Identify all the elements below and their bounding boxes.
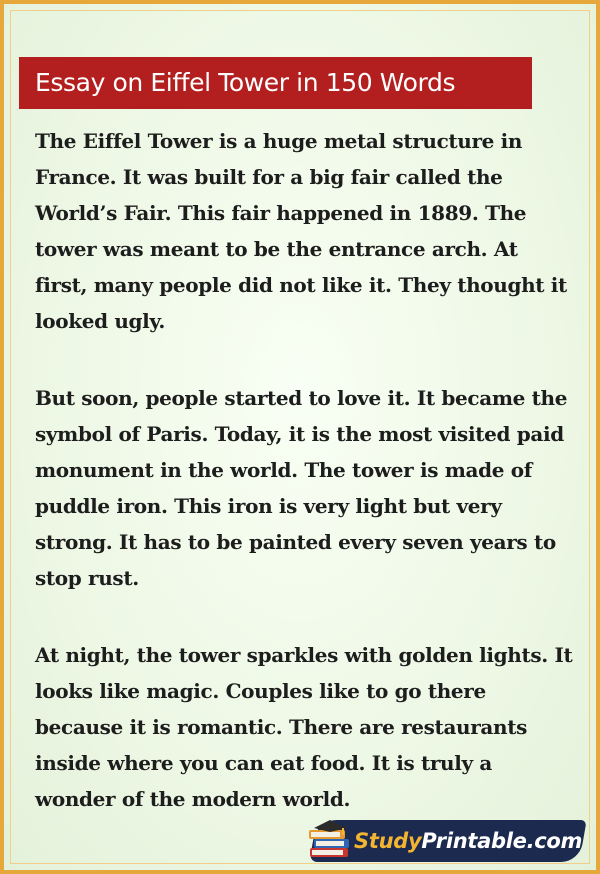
essay-paragraph-3: At night, the tower sparkles with golden lights. It looks like magic. Couples like to go there because it is romantic. There are restaurants inside where you can eat food. It is truly a wonder of the modern world. [35,643,573,811]
essay-title: Essay on Eiffel Tower in 150 Words [19,57,532,109]
brand-name-study: Study [354,829,422,853]
essay-body [35,123,575,858]
brand-name-printable: Printable.com [421,829,583,853]
brand-logo [299,812,589,868]
books-icon [307,817,355,863]
essay-paragraph-1: The Eiffel Tower is a huge metal structure in France. It was built for a big fair called the World’s Fair. This fair happened in 1889. The tower was meant to be the entrance arch. At first, many people did not like it. They thought it looked ugly. [35,129,567,333]
essay-paragraph-2: But soon, people started to love it. It became the symbol of Paris. Today, it is the most visited paid monument in the world. The tower is made of puddle iron. This iron is very light but very strong. It has to be painted every seven years to stop rust. [35,386,568,590]
brand-name [354,824,582,858]
